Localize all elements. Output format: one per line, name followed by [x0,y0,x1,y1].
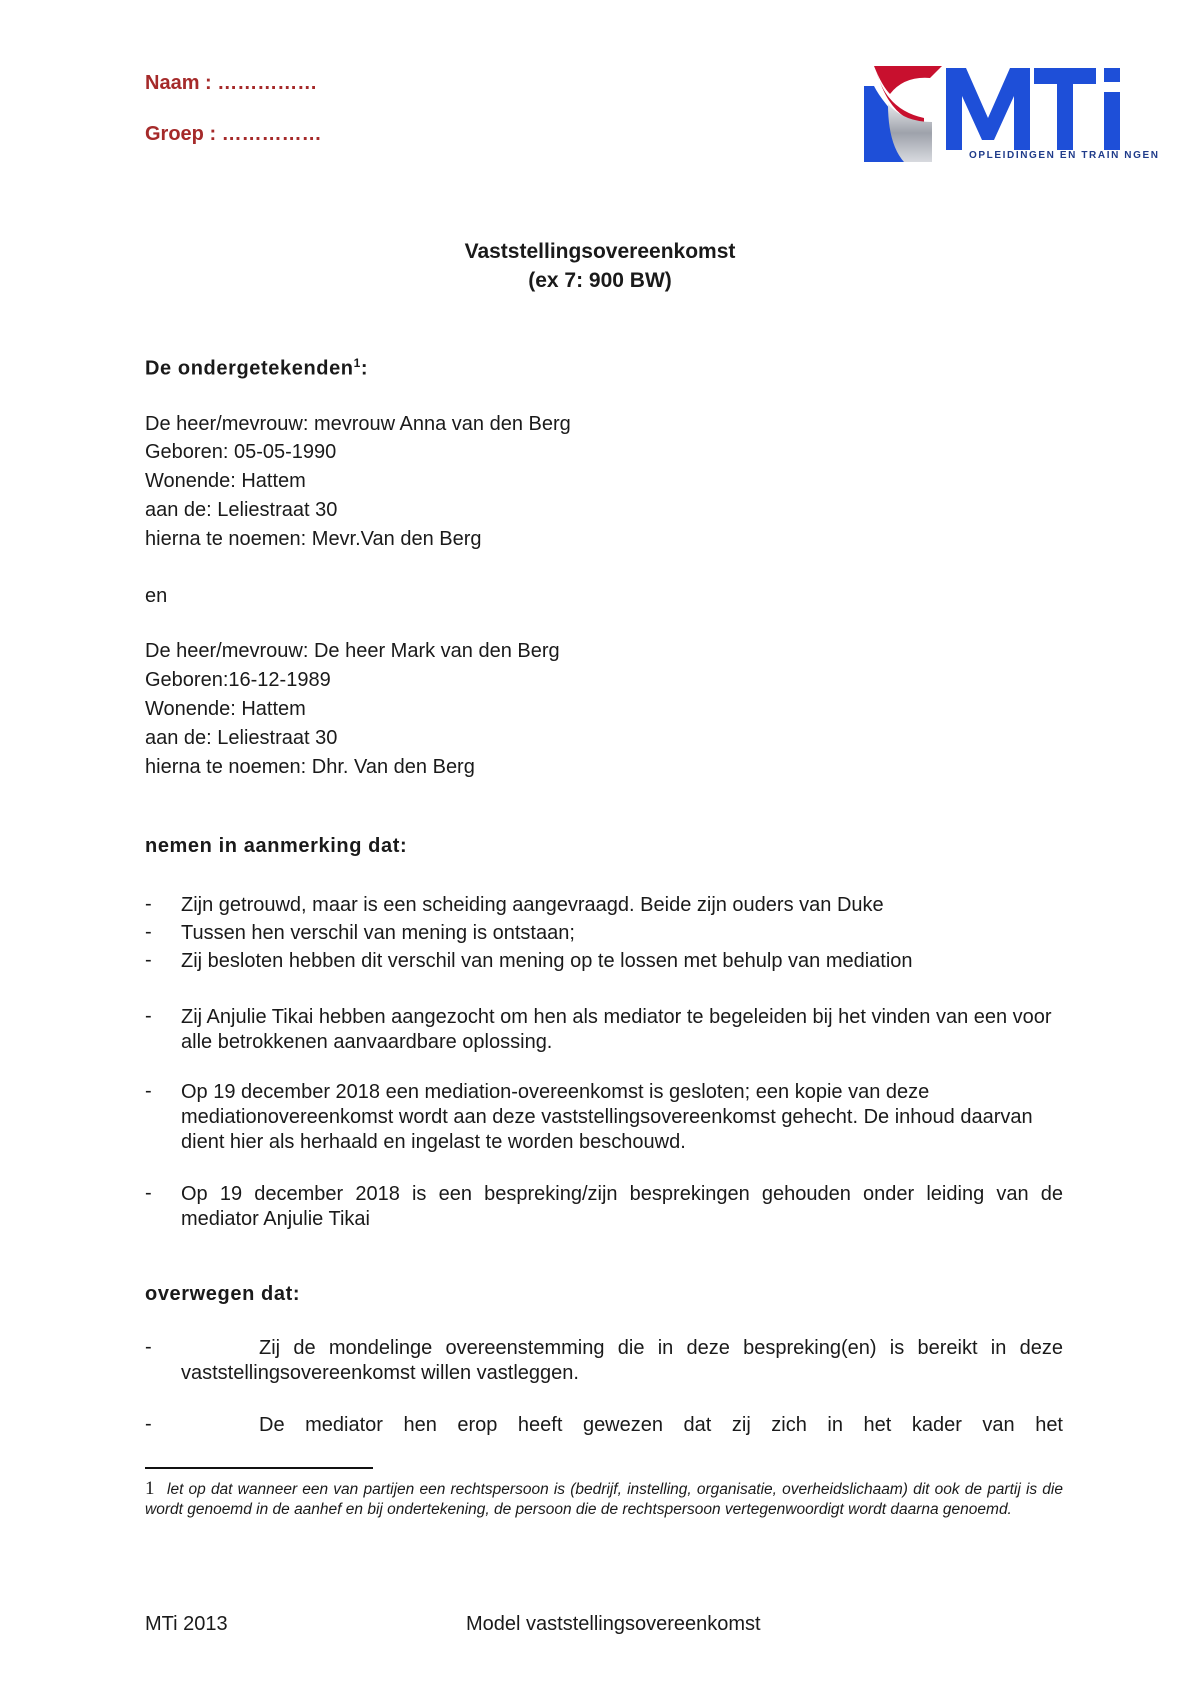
party2-line: De heer/mevrouw: De heer Mark van den Berg [145,640,560,662]
document-title: Vaststellingsovereenkomst [464,240,736,263]
bullet-dash: - [145,893,152,915]
weigh-heading: overwegen dat: [145,1283,301,1305]
bullet-dash: - [145,1080,152,1102]
party2-line: Wonende: Hattem [145,698,306,720]
party2-line: hierna te noemen: Dhr. Van den Berg [145,756,475,778]
consideration-item: Op 19 december 2018 een mediation-overeenkomst is gesloten; een kopie van deze mediationovereenkomst wordt aan deze vaststellingsovereenkomst gehecht. De inhoud daarvan dient hier als herhaald en ingelast te worden beschouwd. [181,1081,1033,1153]
logo-letter-i [1104,92,1120,150]
weigh-item: De mediator hen erop heeft gewezen dat zij zich in het kader van het [259,1414,1063,1436]
logo-letter-m [946,68,1030,150]
footer-center: Model vaststellingsovereenkomst [466,1613,761,1635]
bullet-dash: - [145,1336,152,1358]
groep-field: Groep : …………… [145,123,322,145]
parties-heading: De ondergetekenden$^1$: [145,356,369,380]
footer-left: MTi 2013 [145,1613,228,1635]
bullet-dash: - [145,949,152,971]
bullet-dash: - [145,1182,152,1204]
party1-line: Wonende: Hattem [145,470,306,492]
bullet-dash: - [145,1413,152,1435]
party1-line: De heer/mevrouw: mevrouw Anna van den Berg [145,413,571,435]
consideration-item: Zij Anjulie Tikai hebben aangezocht om hen als mediator te begeleiden bij het vinden van een voor alle betrokkenen aanvaardbare oplossing. [181,1006,1052,1053]
party1-line: aan de: Leliestraat 30 [145,499,338,521]
footnote-number: 1 [145,1478,155,1499]
party2-line: aan de: Leliestraat 30 [145,727,338,749]
party1-line: Geboren: 05-05-1990 [145,441,337,463]
consideration-item: Zijn getrouwd, maar is een scheiding aangevraagd. Beide zijn ouders van Duke [181,894,884,916]
footnote-ref: 1 [353,356,361,370]
weigh-item: Zij de mondelinge overeenstemming die in deze bespreking(en) is bereikt in deze vaststellingsovereenkomst willen vastleggen. [181,1337,1063,1384]
party1-line: hierna te noemen: Mevr.Van den Berg [145,528,482,550]
parties-connector: en [145,585,168,607]
consideration-item: Zij besloten hebben dit verschil van mening op te lossen met behulp van mediation [181,950,913,972]
logo-tagline: OPLEIDINGEN EN TRAIN NGEN [969,150,1160,161]
logo-letter-i-dot [1104,68,1120,82]
footnote-text: let op dat wanneer een van partijen een rechtspersoon is (bedrijf, instelling, organisatie, overheidslichaam) dit ook de partij is die wordt genoemd in de aanhef en bij ondertekening, de persoon die de rechtspersoon vertegenwoordigt wordt daarna genoemd. [145,1481,1063,1518]
footnote-divider [145,1467,373,1469]
bullet-dash: - [145,921,152,943]
considerations-heading: nemen in aanmerking dat: [145,835,408,857]
logo-red-shape [874,66,942,94]
bullet-dash: - [145,1005,152,1027]
consideration-item: Op 19 december 2018 is een bespreking/zijn besprekingen gehouden onder leiding van de mediator Anjulie Tikai [181,1183,1063,1230]
party2-line: Geboren:16-12-1989 [145,669,331,691]
document-subtitle: (ex 7: 900 BW) [528,269,672,292]
consideration-item: Tussen hen verschil van mening is ontstaan; [181,922,575,944]
logo-letter-t [1034,68,1096,150]
naam-field: Naam : …………… [145,72,318,94]
